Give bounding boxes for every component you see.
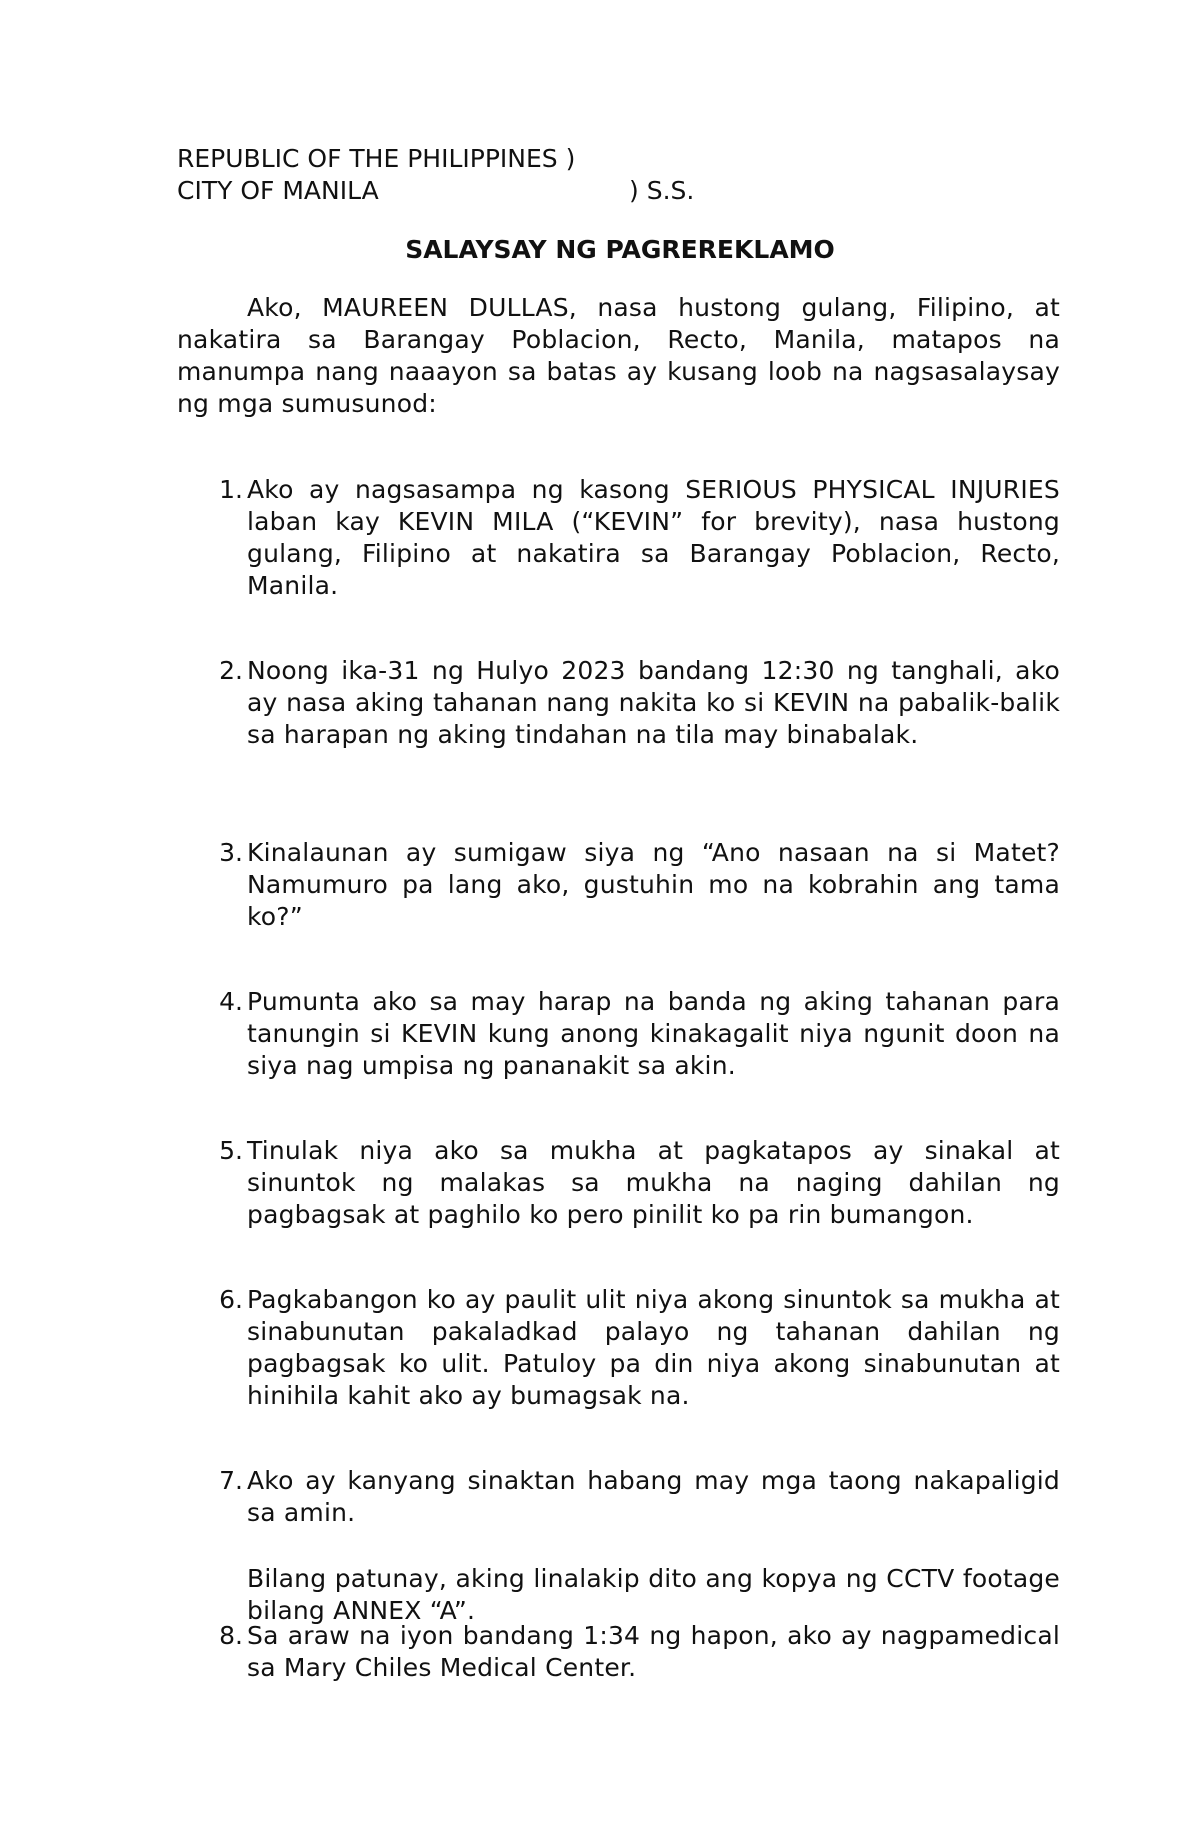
- item-text: Kinalaunan ay sumigaw siya ng “Ano nasaan na si Matet? Namumuro pa lang ako, gustuhin mo na kobrahin ang tama ko?”: [247, 838, 1060, 931]
- item-number: 5.: [219, 1136, 243, 1165]
- item-number: 6.: [219, 1285, 243, 1314]
- item-text: Ako ay nagsasampa ng kasong SERIOUS PHYSICAL INJURIES laban kay KEVIN MILA (“KEVIN” for brevity), nasa hustong gulang, Filipino at nakatira sa Barangay Poblacion, Recto, Manila.: [247, 475, 1060, 600]
- list-item-2: [209, 655, 1060, 751]
- caption-ss: ) S.S.: [629, 176, 695, 205]
- caption-city-name: CITY OF MANILA: [177, 176, 379, 205]
- item-number: 7.: [219, 1466, 243, 1495]
- item-number: 3.: [219, 838, 243, 867]
- annex-paragraph: Bilang patunay, aking linalakip dito ang kopya ng CCTV footage bilang ANNEX “A”.: [247, 1564, 1060, 1625]
- item-text: Noong ika-31 ng Hulyo 2023 bandang 12:30 ng tanghali, ako ay nasa aking tahanan nang nakita ko si KEVIN na pabalik-balik sa harapan ng aking tindahan na tila may binabalak.: [247, 656, 1060, 749]
- intro-paragraph: Ako, MAUREEN DULLAS, nasa hustong gulang, Filipino, at nakatira sa Barangay Poblacion, Recto, Manila, matapos na manumpa nang naaayon sa batas ay kusang loob na nagsasalaysay ng mga sumusunod:: [177, 293, 1060, 418]
- document-title: SALAYSAY NG PAGREREKLAMO: [405, 235, 835, 264]
- caption-city: [177, 175, 695, 207]
- item-number: 8.: [219, 1621, 243, 1650]
- item-text: Ako ay kanyang sinaktan habang may mga taong nakapaligid sa amin.: [247, 1466, 1060, 1527]
- list-item-6: [209, 1284, 1060, 1412]
- item-number: 4.: [219, 987, 243, 1016]
- list-item-7: [209, 1465, 1060, 1529]
- item-text: Pagkabangon ko ay paulit ulit niya akong sinuntok sa mukha at sinabunutan pakaladkad palayo ng tahanan dahilan ng pagbagsak ko ulit. Patuloy pa din niya akong sinabunutan at hinihila kahit ako ay bumagsak na.: [247, 1285, 1060, 1410]
- item-text: Pumunta ako sa may harap na banda ng aking tahanan para tanungin si KEVIN kung anong kinakagalit niya ngunit doon na siya nag umpisa ng pananakit sa akin.: [247, 987, 1060, 1080]
- document-caption: [177, 143, 695, 207]
- item-text: Tinulak niya ako sa mukha at pagkatapos ay sinakal at sinuntok ng malakas sa mukha na naging dahilan ng pagbagsak at paghilo ko pero pinilit ko pa rin bumangon.: [247, 1136, 1060, 1229]
- list-item-8: [209, 1620, 1060, 1684]
- list-item-1: [209, 474, 1060, 602]
- list-item-4: [209, 986, 1060, 1082]
- list-item-5: [209, 1135, 1060, 1231]
- list-item-3: [209, 837, 1060, 933]
- item-number: 2.: [219, 656, 243, 685]
- caption-republic: REPUBLIC OF THE PHILIPPINES ): [177, 144, 576, 173]
- item-number: 1.: [219, 475, 243, 504]
- item-text: Sa araw na iyon bandang 1:34 ng hapon, ako ay nagpamedical sa Mary Chiles Medical Center.: [247, 1621, 1060, 1682]
